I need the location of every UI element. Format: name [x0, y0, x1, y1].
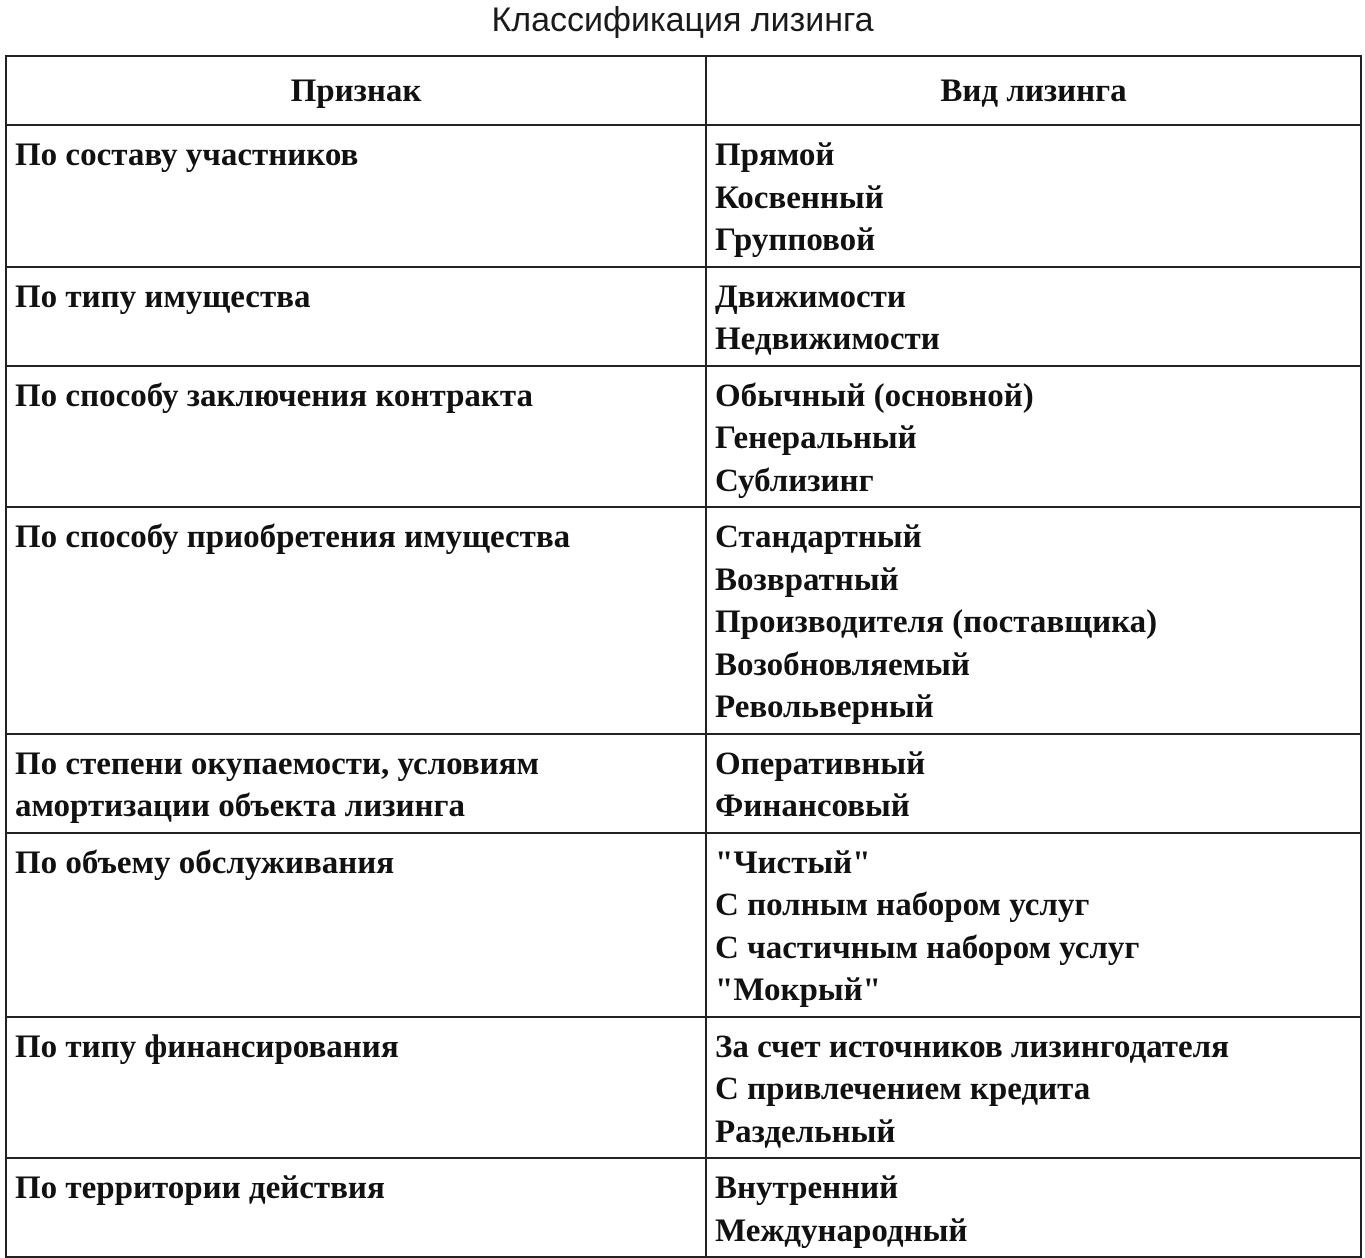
- table-row: [6, 833, 1361, 1017]
- table-row: [6, 125, 1361, 267]
- table-row: [6, 366, 1361, 508]
- kind-item: Групповой: [715, 222, 876, 258]
- feature-cell: По составу участников: [6, 125, 706, 267]
- kinds-cell: [706, 267, 1361, 366]
- kind-item: Недвижимости: [715, 321, 940, 357]
- leasing-classification-table: [5, 55, 1362, 1258]
- table-row: [6, 507, 1361, 734]
- table-header-row: [6, 56, 1361, 125]
- kind-item: "Чистый": [715, 844, 871, 881]
- table-row: [6, 267, 1361, 366]
- kind-item: Генеральный: [715, 420, 917, 456]
- kind-item: Возобновляемый: [715, 646, 970, 683]
- column-header-kind: Вид лизинга: [706, 56, 1361, 125]
- kind-item: Международный: [715, 1212, 968, 1249]
- kinds-cell: [706, 125, 1361, 267]
- feature-cell: По способу приобретения имущества: [6, 507, 706, 734]
- kinds-cell: [706, 1158, 1361, 1257]
- kind-item: Производителя (поставщика): [715, 604, 1158, 640]
- kinds-cell: [706, 366, 1361, 508]
- kind-item: Финансовый: [715, 788, 910, 824]
- kind-item: С привлечением кредита: [715, 1071, 1091, 1107]
- kind-item: Косвенный: [715, 179, 884, 216]
- kind-item: Внутренний: [715, 1170, 899, 1206]
- kinds-cell: [706, 734, 1361, 833]
- table-row: [6, 1158, 1361, 1257]
- feature-cell: По типу финансирования: [6, 1017, 706, 1159]
- kind-item: Раздельный: [715, 1113, 896, 1150]
- column-header-feature: Признак: [6, 56, 706, 125]
- table-row: [6, 1017, 1361, 1159]
- page-title: Классификация лизинга: [491, 1, 874, 39]
- kind-item: Движимости: [715, 278, 906, 315]
- kind-item: С частичным набором услуг: [715, 929, 1140, 966]
- feature-cell: По способу заключения контракта: [6, 366, 706, 508]
- table-row: [6, 734, 1361, 833]
- feature-cell: По объему обслуживания: [6, 833, 706, 1017]
- kind-item: Револьверный: [715, 689, 934, 725]
- feature-cell: По территории действия: [6, 1158, 706, 1257]
- kinds-cell: [706, 507, 1361, 734]
- kinds-cell: [706, 1017, 1361, 1159]
- kind-item: За счет источников лизингодателя: [715, 1028, 1230, 1065]
- kinds-cell: [706, 833, 1361, 1017]
- kind-item: Возвратный: [715, 561, 899, 598]
- feature-cell: По степени окупаемости, условиям амортизации объекта лизинга: [6, 734, 706, 833]
- kind-item: Обычный (основной): [715, 377, 1034, 414]
- feature-cell: По типу имущества: [6, 267, 706, 366]
- kind-item: Прямой: [715, 137, 835, 173]
- kind-item: "Мокрый": [715, 972, 881, 1008]
- kind-item: С полным набором услуг: [715, 887, 1090, 923]
- kind-item: Сублизинг: [715, 462, 874, 499]
- kind-item: Оперативный: [715, 745, 926, 782]
- kind-item: Стандартный: [715, 519, 922, 555]
